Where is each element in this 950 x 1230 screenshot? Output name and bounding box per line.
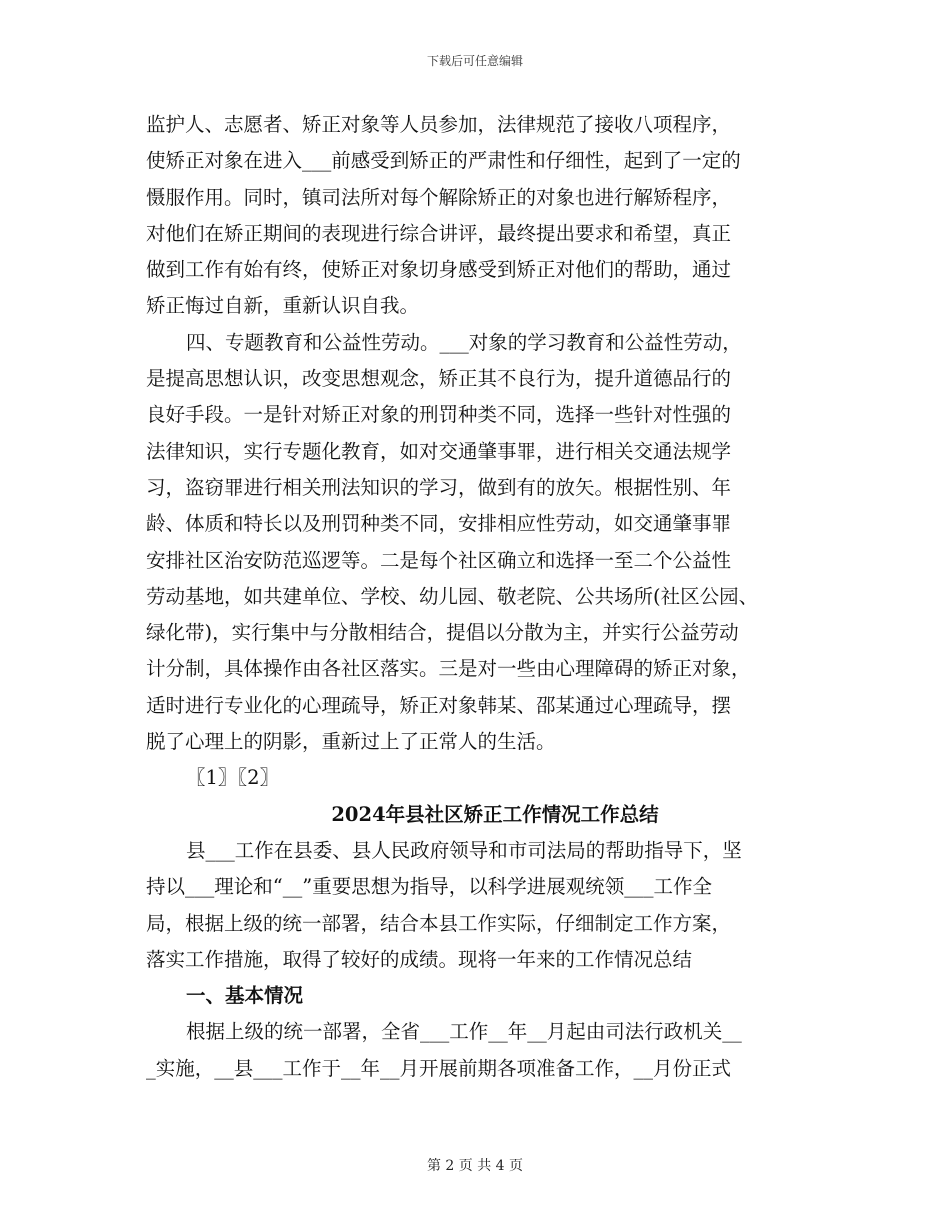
paragraph-line: 持以___理论和“__”重要思想为指导，以科学进展观统领___工作全	[146, 875, 712, 899]
paragraph-line: 计分制，具体操作由各社区落实。三是对一些由心理障碍的矫正对象，	[146, 657, 751, 681]
paragraph-line: 习，盗窃罪进行相关刑法知识的学习，做到有的放矢。根据性别、年	[146, 475, 732, 499]
paragraph-line: 是提高思想认识，改变思想观念，矫正其不良行为，提升道德品行的	[146, 367, 732, 391]
paragraph-line: 监护人、志愿者、矫正对象等人员参加，法律规范了接收八项程序，	[146, 113, 732, 136]
paragraph-line: 安排社区治安防范巡逻等。二是每个社区确立和选择一至二个公益性	[146, 548, 732, 572]
paragraph-line: 绿化带)，实行集中与分散相结合，提倡以分散为主，并实行公益劳动	[146, 621, 739, 645]
header-note: 下载后可任意编辑	[426, 54, 523, 68]
paragraph-line: 矫正悔过自新，重新认识自我。	[146, 294, 420, 318]
document-title: 2024年县社区矫正工作情况工作总结	[331, 802, 659, 826]
paragraph-line: 对他们在矫正期间的表现进行综合讲评，最终提出要求和希望，真正	[146, 221, 732, 245]
section-heading: 一、基本情况	[186, 984, 304, 1008]
paragraph-line: 落实工作措施，取得了较好的成绩。现将一年来的工作情况总结	[146, 947, 693, 971]
paragraph-line: 局，根据上级的统一部署，结合本县工作实际，仔细制定工作方案，	[146, 911, 732, 935]
paragraph-line: 脱了心理上的阴影，重新过上了正常人的生活。	[146, 730, 556, 754]
paragraph-line: 适时进行专业化的心理疏导，矫正对象韩某、邵某通过心理疏导，摆	[146, 693, 732, 717]
document-body	[0, 107, 950, 1087]
paragraph-line: 劳动基地，如共建单位、学校、幼儿园、敬老院、公共场所(社区公园、	[146, 584, 759, 608]
paragraph-line: 慑服作用。同时，镇司法所对每个解除矫正的对象也进行解矫程序，	[146, 185, 732, 209]
page-refs: 〖1〗〖2〗	[186, 766, 280, 790]
paragraph-line: 使矫正对象在进入___前感受到矫正的严肃性和仔细性，起到了一定的	[146, 149, 741, 173]
paragraph-line: 做到工作有始有终，使矫正对象切身感受到矫正对他们的帮助，通过	[146, 258, 732, 282]
paragraph-line: 县___工作在县委、县人民政府领导和市司法局的帮助指导下，坚	[186, 838, 742, 862]
paragraph-line: 四、专题教育和公益性劳动。___对象的学习教育和公益性劳动，	[186, 330, 742, 354]
paragraph-line: _实施，__县___工作于__年__月开展前期各项准备工作，__月份正式	[146, 1056, 732, 1080]
paragraph-line: 良好手段。一是针对矫正对象的刑罚种类不同，选择一些针对性强的	[146, 403, 732, 427]
paragraph-line: 法律知识，实行专题化教育，如对交通肇事罪，进行相关交通法规学	[146, 439, 732, 463]
paragraph-line: 龄、体质和特长以及刑罚种类不同，安排相应性劳动，如交通肇事罪	[146, 512, 732, 536]
page-footer: 第 2 页 共 4 页	[426, 1158, 524, 1174]
paragraph-line: 根据上级的统一部署，全省___工作__年__月起由司法行政机关__	[186, 1020, 742, 1044]
